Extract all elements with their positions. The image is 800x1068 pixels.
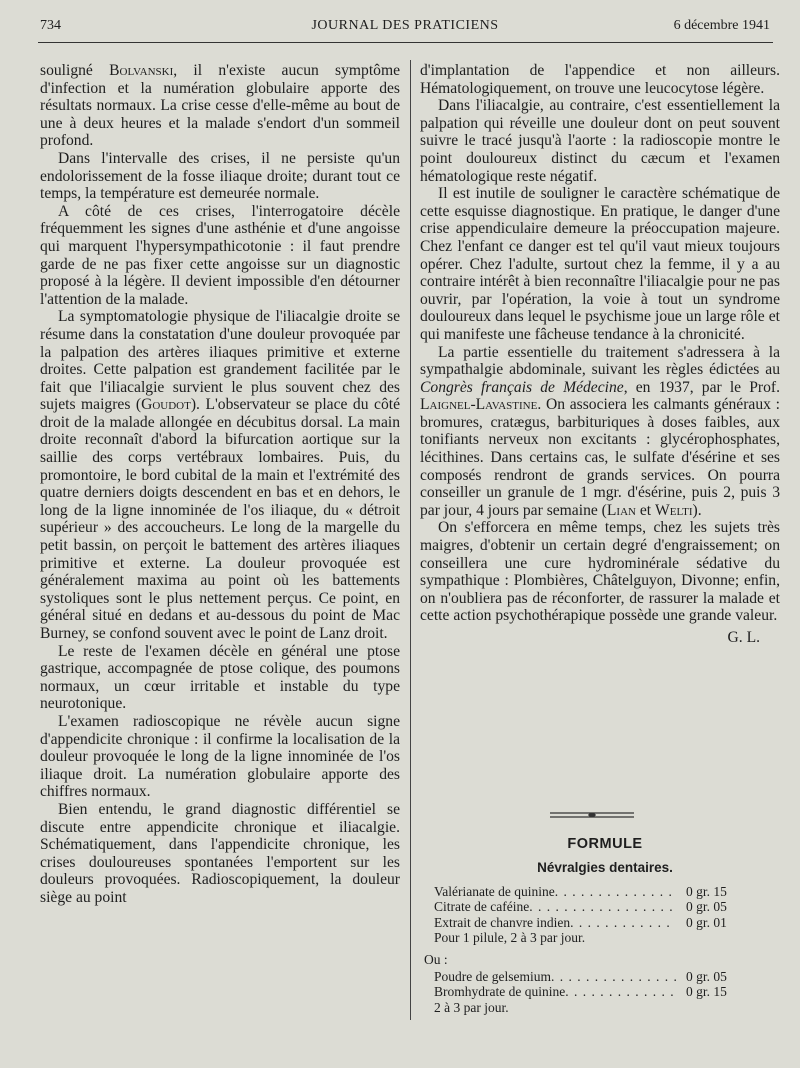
paragraph: Il est inutile de souligner le caractère schématique de cette esquisse diagnostique. En pratique, le danger d'une crise appendiculaire demeure la préoccupation majeure. Chez l'enfant ce danger est tel qu'il vaut mieux toujours opérer. Chez l'adulte, surtout chez la femme, il y a au contraire intérêt à bien reconnaître l'iliacalgie pour ne pas ouvrir, par l'opération, la voie à tout un syndrome douloureux dans lequel le psychisme joue un large rôle et qui manifeste une fâcheuse tendance à la chronicité. bbox=[420, 185, 780, 343]
formula-subtitle: Névralgies dentaires. bbox=[537, 860, 673, 875]
author-name: Lian bbox=[606, 501, 636, 519]
ingredient-quantity: 0 gr. 15 bbox=[686, 884, 727, 899]
paragraph: Le reste de l'examen décèle en général une ptose gastrique, accompagnée de ptose colique, des poumons normaux, un cœur irritable et instable du type neurotonique. bbox=[40, 642, 400, 713]
author-name: Goudot bbox=[141, 396, 191, 414]
column-divider bbox=[410, 60, 411, 1020]
ingredient-name: Bromhydrate de quinine bbox=[434, 984, 566, 1000]
signature: G. L. bbox=[727, 629, 760, 646]
decorative-divider-icon bbox=[550, 808, 634, 822]
formula-title: FORMULE bbox=[567, 836, 643, 852]
ingredient-name: Valérianate de quinine bbox=[434, 884, 555, 899]
ingredient-name: Extrait de chanvre indien bbox=[434, 914, 571, 930]
ingredient-quantity: 0 gr. 01 bbox=[686, 914, 727, 930]
page-header bbox=[40, 18, 770, 42]
ingredient-quantity: 0 gr. 15 bbox=[686, 984, 727, 1000]
page-number: 734 bbox=[40, 18, 61, 33]
left-column bbox=[40, 62, 400, 907]
paragraph: souligné Bolvanski, il n'existe aucun symptôme d'infection et la numération globulaire apporte des résultats normaux. La crise cesse d'elle-même au bout de une à deux heures et la malade s'endort d'un sommeil profond. bbox=[40, 62, 401, 150]
formula-row bbox=[434, 969, 774, 984]
paragraph: Bien entendu, le grand diagnostic différentiel se discute entre appendicite chronique et iliacalgie. Schématiquement, dans l'appendicite chronique, les crises douloureuses spontanées l'emportent sur les douleurs provoquées. Radioscopiquement, la douleur siège au point bbox=[40, 800, 400, 906]
formula-block bbox=[424, 884, 774, 1015]
right-column bbox=[420, 62, 780, 647]
paragraph: Dans l'intervalle des crises, il ne persiste qu'un endolorissement de la fosse iliaque droite; durant tout ce temps, la température est demeurée normale. bbox=[40, 149, 400, 203]
formula-row bbox=[434, 884, 774, 899]
paragraph: Dans l'iliacalgie, au contraire, c'est essentiellement la palpation qui réveille une douleur dont on peut souvent suivre le tracé jusqu'à l'aorte : la radioscopie montre le point douloureux distinct du cæcum et l'examen hématologique reste négatif. bbox=[420, 97, 780, 185]
ingredient-name: Poudre de gelsemium bbox=[434, 969, 551, 985]
paragraph: La partie essentielle du traitement s'adressera à la sympathalgie abdominale, suivant les règles édictées au Congrès français de Médecine, en 1937, par le Prof. Laignel-Lavastine. On associera les calmants généraux : bromures, cratægus, barbituriques à doses faibles, aux tonifiants nerveux non excitants : glycérophosphates, lécithines. Dans certains cas, le sulfate d'ésérine et ses composés rendront de grands services. On pourra conseiller un granule de 1 mgr. d'ésérine, puis 2, puis 3 par jour, 4 jours par semaine (Lian et Welti). bbox=[420, 343, 780, 519]
issue-date: 6 décembre 1941 bbox=[673, 18, 770, 33]
paragraph: A côté de ces crises, l'interrogatoire décèle fréquemment les signes d'une asthénie et d'une angoisse qui marquent l'hypersympathicotonie : il faut prendre garde de ne pas fixer cette angoisse sur un diagnostic proposé à la légère. Il devient impossible d'en détourner l'attention de la malade. bbox=[40, 202, 400, 308]
journal-title: JOURNAL DES PRATICIENS bbox=[311, 18, 499, 33]
formula-row bbox=[434, 899, 774, 914]
posology: Pour 1 pilule, 2 à 3 par jour. bbox=[434, 930, 586, 946]
paragraph: La symptomatologie physique de l'iliacalgie droite se résume dans la constatation d'une douleur provoquée par la palpation des artères iliaques primitive et externe droites. Cette palpation est grandement facilitée par le fait que l'iliacalgie survient le plus souvent chez des sujets maigres (Goudot). L'observateur se place du côté droit de la malade allongée en décubitus dorsal. La main droite reconnaît d'abord la bifurcation aortique sur la saillie des corps vertébraux lombaires. Puis, du promontoire, le bord cubital de la main et l'extrémité des quatre derniers doigts descendent en bas et en dehors, le long de la ligne innominée de l'os iliaque, du « détroit supérieur » des accoucheurs. Le long de la margelle du petit bassin, on perçoit le battement des artères iliaques primitive et externe. La douleur provoquée est généralement maxima au point où les battements systoliques sont le plus nettement perçus. Ce point, en général situé en dedans et au-dessous du point de Mac Burney, se confond souvent avec le point de Lanz droit. bbox=[40, 308, 400, 642]
paragraph: L'examen radioscopique ne révèle aucun signe d'appendicite chronique : il confirme la localisation de la douleur provoquée le long de la ligne innominée de l'os iliaque droit. La numération globulaire apporte des chiffres normaux. bbox=[40, 712, 400, 801]
congress-title: Congrès français de Médecine bbox=[420, 378, 624, 396]
ingredient-quantity: 0 gr. 05 bbox=[686, 899, 727, 915]
alternative-label: Ou : bbox=[424, 951, 448, 967]
paragraph: On s'efforcera en même temps, chez les sujets très maigres, d'obtenir un certain degré d'engraissement; on conseillera une cure hydrominérale sédative du sympathique : Plombières, Châtelguyon, Divonne; enfin, on n'oubliera pas de réconforter, de rassurer la malade et cette action psychothérapique possède une grande valeur. bbox=[420, 519, 780, 625]
author-name: Laignel-Lavastine bbox=[420, 396, 538, 414]
paragraph: d'implantation de l'appendice et non ailleurs. Hématologiquement, on trouve une leucocytose légère. bbox=[420, 62, 780, 97]
author-name: Bolvanski bbox=[109, 62, 174, 79]
formula-row bbox=[434, 915, 774, 930]
ingredient-quantity: 0 gr. 05 bbox=[686, 969, 727, 985]
author-name: Welti bbox=[655, 501, 693, 519]
posology: 2 à 3 par jour. bbox=[434, 999, 509, 1015]
ingredient-name: Citrate de caféine bbox=[434, 899, 530, 915]
formula-row bbox=[434, 984, 774, 999]
header-rule bbox=[38, 42, 773, 43]
